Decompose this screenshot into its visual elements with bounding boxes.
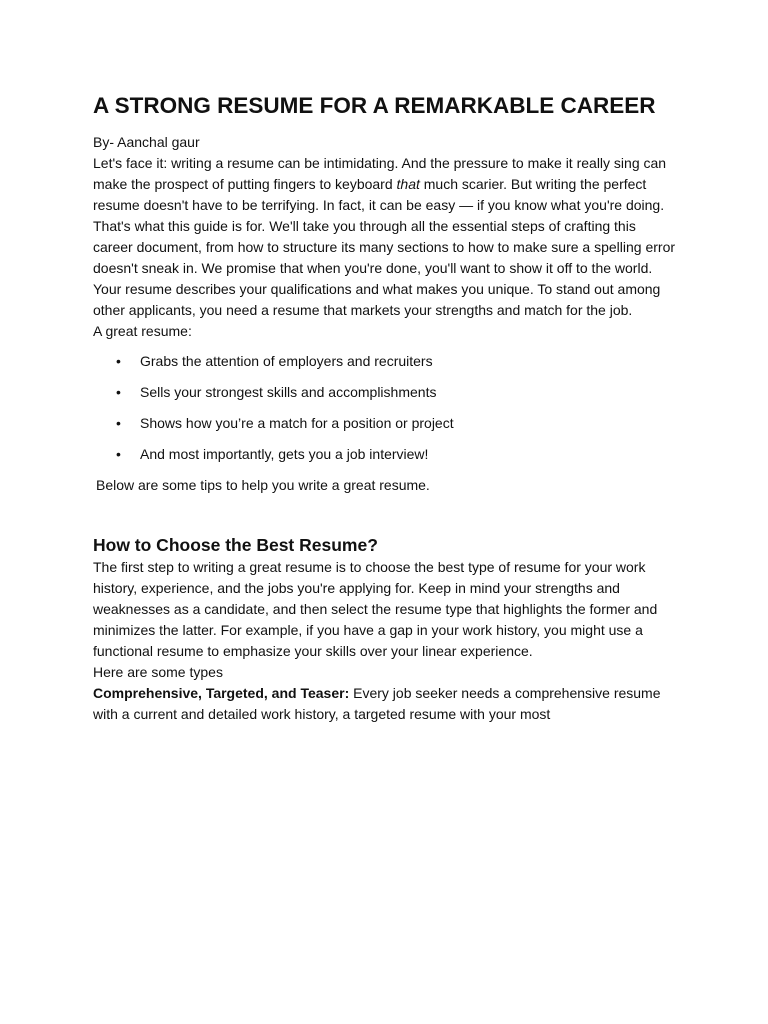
list-item-text: Grabs the attention of employers and recruiters	[140, 353, 433, 369]
bullet-icon: •	[116, 415, 121, 431]
qualifications-paragraph: Your resume describes your qualifications and what makes you unique. To stand out among other applicants, you need a resume that markets your strengths and match for the job.	[93, 281, 661, 318]
list-item	[93, 444, 678, 465]
author-byline: By- Aanchal gaur	[93, 134, 200, 150]
bullet-icon: •	[116, 384, 121, 400]
list-item-text: Sells your strongest skills and accomplishments	[140, 384, 437, 400]
document-title: A STRONG RESUME FOR A REMARKABLE CAREER	[93, 93, 656, 118]
intro-text-end: much scarier. But writing the perfect resume doesn't have to be terrifying. In fact, it can be easy — if you know what you're doing.	[93, 176, 665, 213]
types-intro: Here are some types	[93, 664, 223, 680]
guide-paragraph: That's what this guide is for. We'll take you through all the essential steps of crafting this career document, from how to structure its many sections to how to make sure a spelling error doesn't sneak in. We promise that when you're done, you'll want to show it off to the world.	[93, 218, 676, 276]
section-heading: How to Choose the Best Resume?	[93, 535, 378, 555]
list-item-text: Shows how you’re a match for a position or project	[140, 415, 454, 431]
type-label: Comprehensive, Targeted, and Teaser:	[93, 685, 350, 701]
list-item	[93, 382, 678, 403]
type-description: Every job seeker needs a comprehensive resume with a current and detailed work history, a targeted resume with your most	[93, 685, 661, 722]
list-item-text: And most importantly, gets you a job interview!	[140, 446, 429, 462]
closing-line: Below are some tips to help you write a great resume.	[96, 477, 430, 493]
bullet-icon: •	[116, 353, 121, 369]
list-item	[93, 351, 678, 372]
list-intro: A great resume:	[93, 323, 192, 339]
intro-paragraph	[93, 153, 678, 216]
intro-text-start: Let's face it: writing a resume can be intimidating. And the pressure to make it really sing can make the prospect of putting fingers to keyboard	[93, 155, 667, 192]
benefits-list	[93, 351, 678, 465]
intro-emphasis: that	[396, 176, 420, 192]
type-comprehensive-paragraph	[93, 683, 678, 725]
section-paragraph: The first step to writing a great resume is to choose the best type of resume for your work history, experience, and the jobs you're applying for. Keep in mind your strengths and weaknesses as a candidate, and then select the resume type that highlights the former and minimizes the latter. For example, if you have a gap in your work history, you might use a functional resume to emphasize your skills over your linear experience.	[93, 559, 658, 659]
bullet-icon: •	[116, 446, 121, 462]
list-item	[93, 413, 678, 434]
